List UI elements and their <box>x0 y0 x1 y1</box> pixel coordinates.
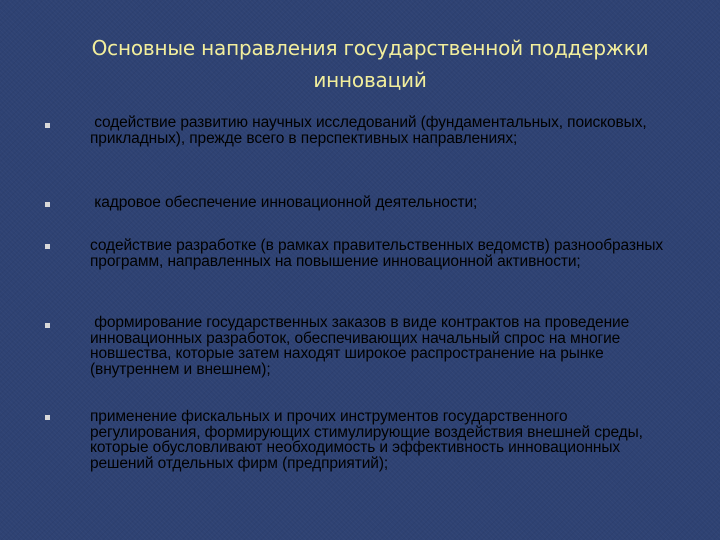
bullet-square-icon <box>45 202 50 207</box>
bullet-square-icon <box>45 415 50 420</box>
slide-title: Основные направления государственной поддержки инноваций <box>91 36 649 92</box>
bullet-text: формирование государственных заказов в виде контрактов на проведение инновационных разработок, обеспечивающих начальный спрос на многие новшества, которые затем находят широкое распространение на рынке (внутреннем и внешнем); <box>90 314 634 378</box>
bullet-text: применение фискальных и прочих инструментов государственного регулирования, формирующих стимулирующие воздействия внешней среды, которые обусловливают необходимость и эффективность инновационных решений отдельных фирм (предприятий); <box>90 408 643 472</box>
bullet-text: содействие развитию научных исследований (фундаментальных, поисковых, прикладных), прежде всего в перспективных направлениях; <box>90 114 651 147</box>
bullet-square-icon <box>45 123 50 128</box>
bullet-text: кадровое обеспечение инновационной деятельности; <box>90 194 478 211</box>
bullet-square-icon <box>45 244 50 249</box>
bullet-square-icon <box>45 323 50 328</box>
bullet-text: содействие разработке (в рамках правительственных ведомств) разнообразных программ, направленных на повышение инновационной активности; <box>90 237 664 270</box>
